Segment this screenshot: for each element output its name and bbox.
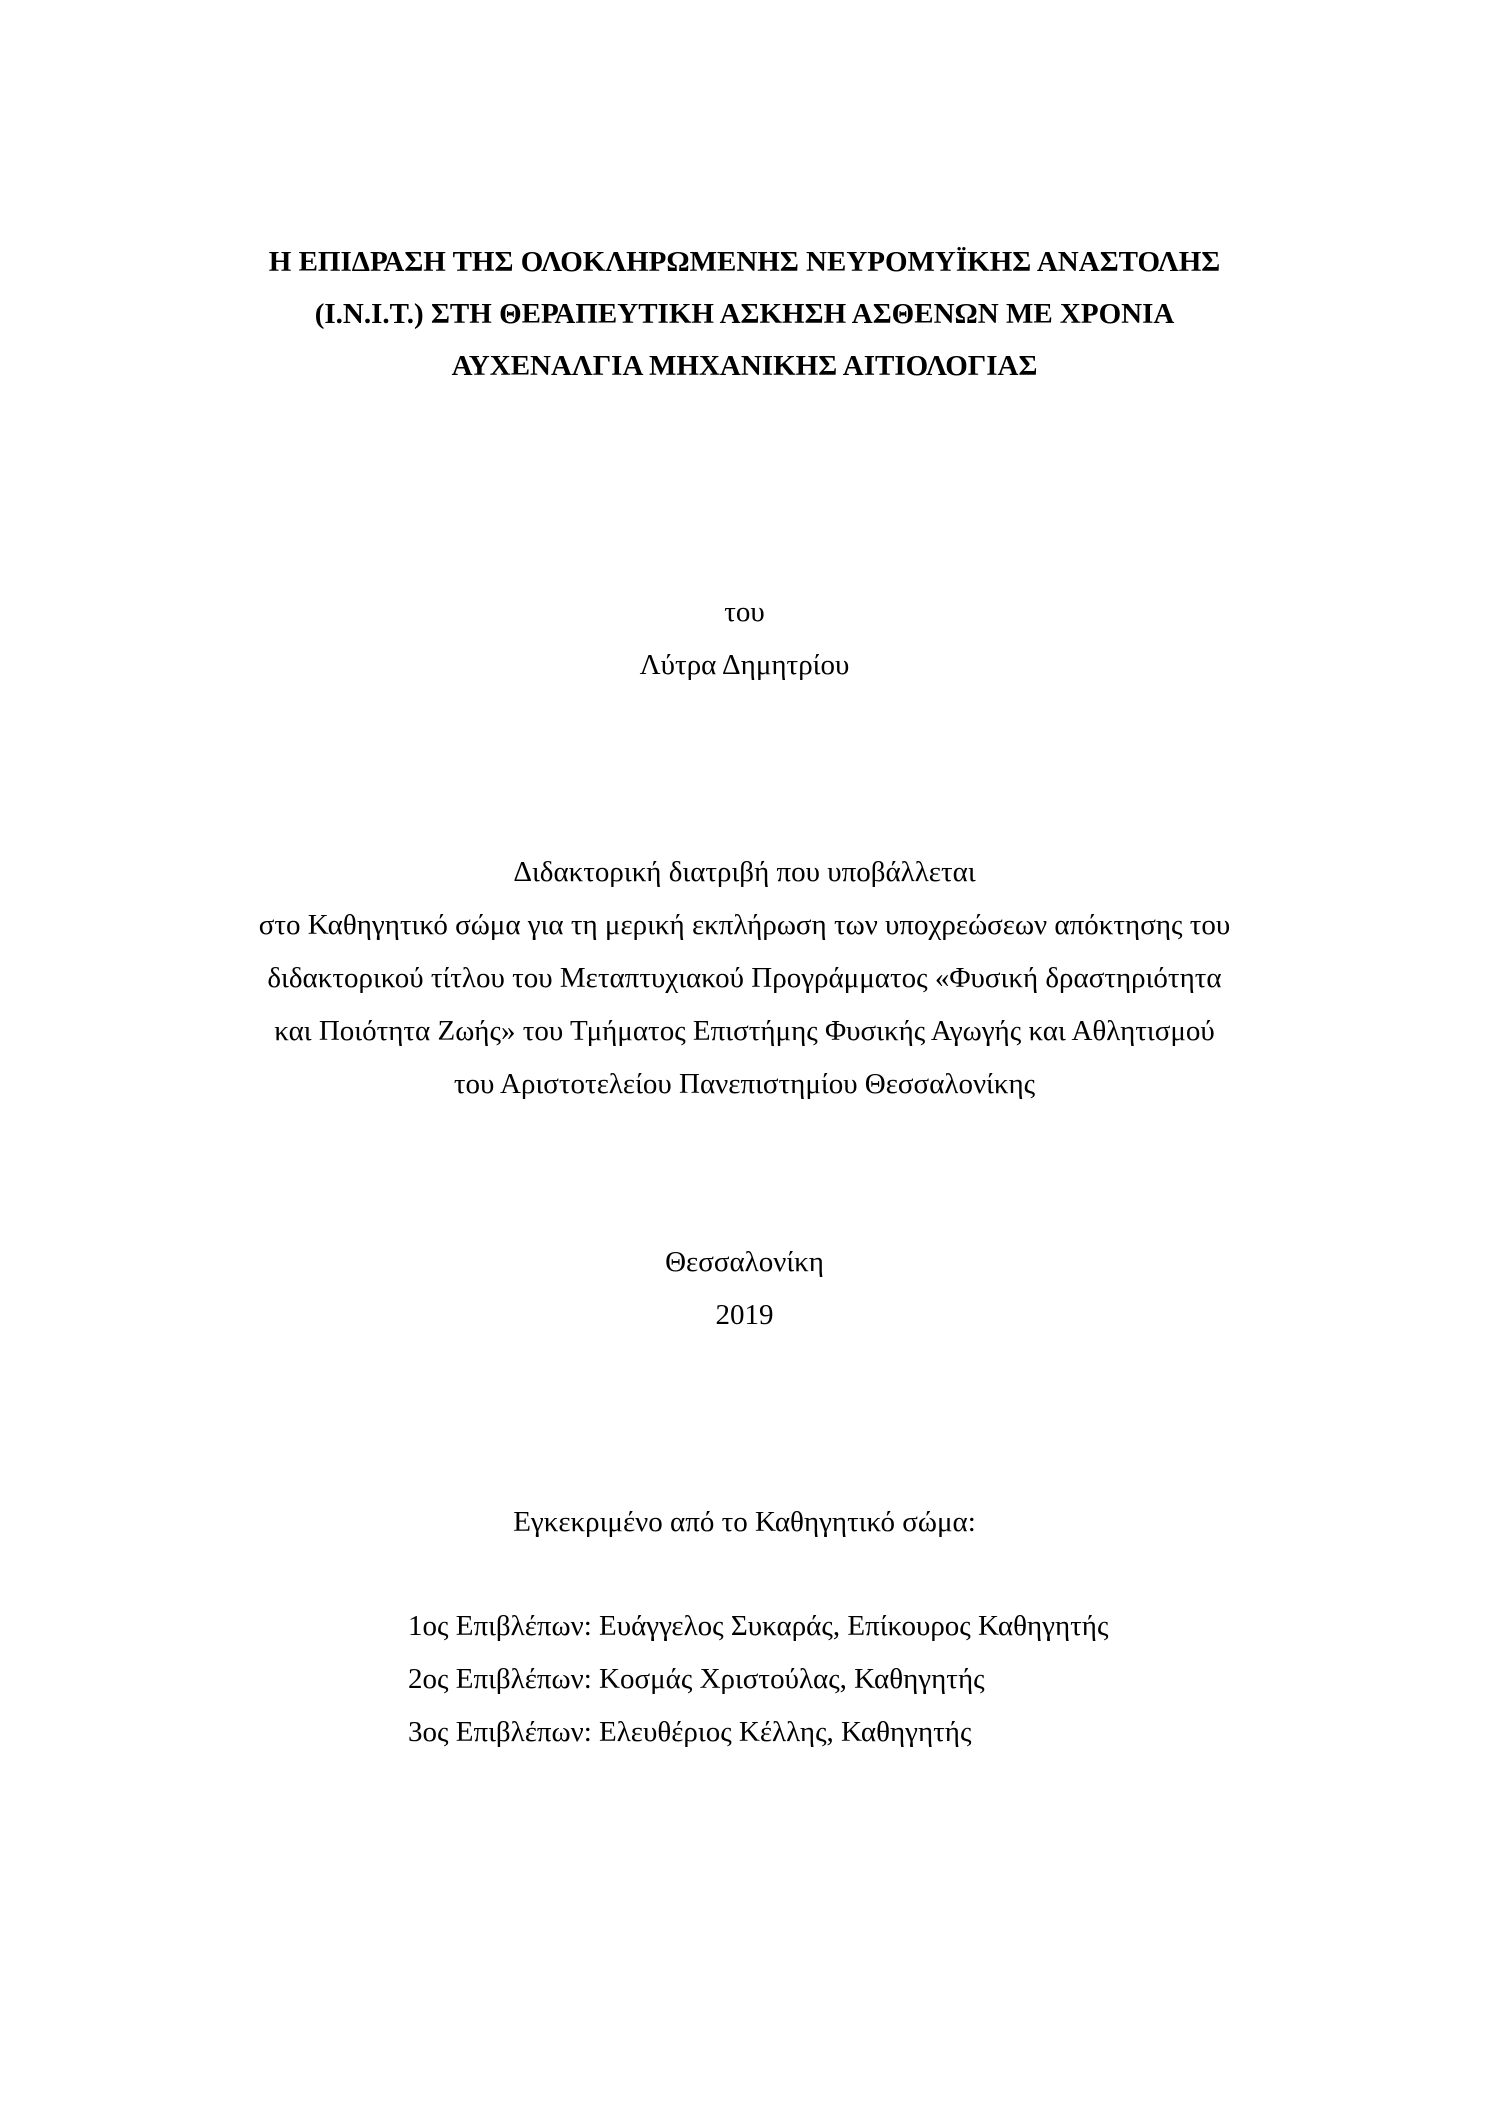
year: 2019 bbox=[715, 1299, 774, 1331]
supervisor-1: 1ος Επιβλέπων: Ευάγγελος Συκαράς, Επίκουρος Καθηγητής bbox=[408, 1610, 1109, 1642]
title-line-1: Η ΕΠΙΔΡΑΣΗ ΤΗΣ ΟΛΟΚΛΗΡΩΜΕΝΗΣ ΝΕΥΡΟΜΥΪΚΗΣ ΑΝΑΣΤΟΛΗΣ bbox=[268, 246, 1221, 278]
thesis-line-2: στο Καθηγητικό σώμα για τη μερική εκπλήρωση των υποχρεώσεων απόκτησης του bbox=[258, 909, 1231, 941]
supervisor-list bbox=[408, 1600, 1108, 1759]
supervisor-3: 3ος Επιβλέπων: Ελευθέριος Κέλλης, Καθηγητής bbox=[408, 1716, 972, 1748]
thesis-title bbox=[0, 236, 1489, 392]
thesis-line-5: του Αριστοτελείου Πανεπιστημίου Θεσσαλονίκης bbox=[453, 1068, 1036, 1100]
place-date-block bbox=[0, 1236, 1489, 1342]
thesis-statement bbox=[0, 846, 1489, 1111]
thesis-line-4: και Ποιότητα Ζωής» του Τμήματος Επιστήμης Φυσικής Αγωγής και Αθλητισμού bbox=[274, 1015, 1215, 1047]
author-name: Λύτρα Δημητρίου bbox=[639, 649, 850, 681]
supervisor-2: 2ος Επιβλέπων: Κοσμάς Χριστούλας, Καθηγητής bbox=[408, 1663, 985, 1695]
approval-heading-block bbox=[0, 1496, 1489, 1549]
thesis-line-3: διδακτορικού τίτλου του Μεταπτυχιακού Προγράμματος «Φυσική δραστηριότητα bbox=[267, 962, 1222, 994]
title-line-3: ΑΥΧΕΝΑΛΓΙΑ ΜΗΧΑΝΙΚΗΣ ΑΙΤΙΟΛΟΓΙΑΣ bbox=[451, 350, 1038, 382]
city: Θεσσαλονίκη bbox=[665, 1246, 824, 1278]
approval-heading: Εγκεκριμένο από το Καθηγητικό σώμα: bbox=[513, 1506, 976, 1538]
author-prefix: του bbox=[724, 596, 765, 628]
author-block bbox=[0, 586, 1489, 692]
thesis-line-1: Διδακτορική διατριβή που υποβάλλεται bbox=[513, 856, 976, 888]
title-line-2: (I.N.I.T.) ΣΤΗ ΘΕΡΑΠΕΥΤΙΚΗ ΑΣΚΗΣΗ ΑΣΘΕΝΩΝ ΜΕ ΧΡΟΝΙΑ bbox=[314, 298, 1175, 330]
